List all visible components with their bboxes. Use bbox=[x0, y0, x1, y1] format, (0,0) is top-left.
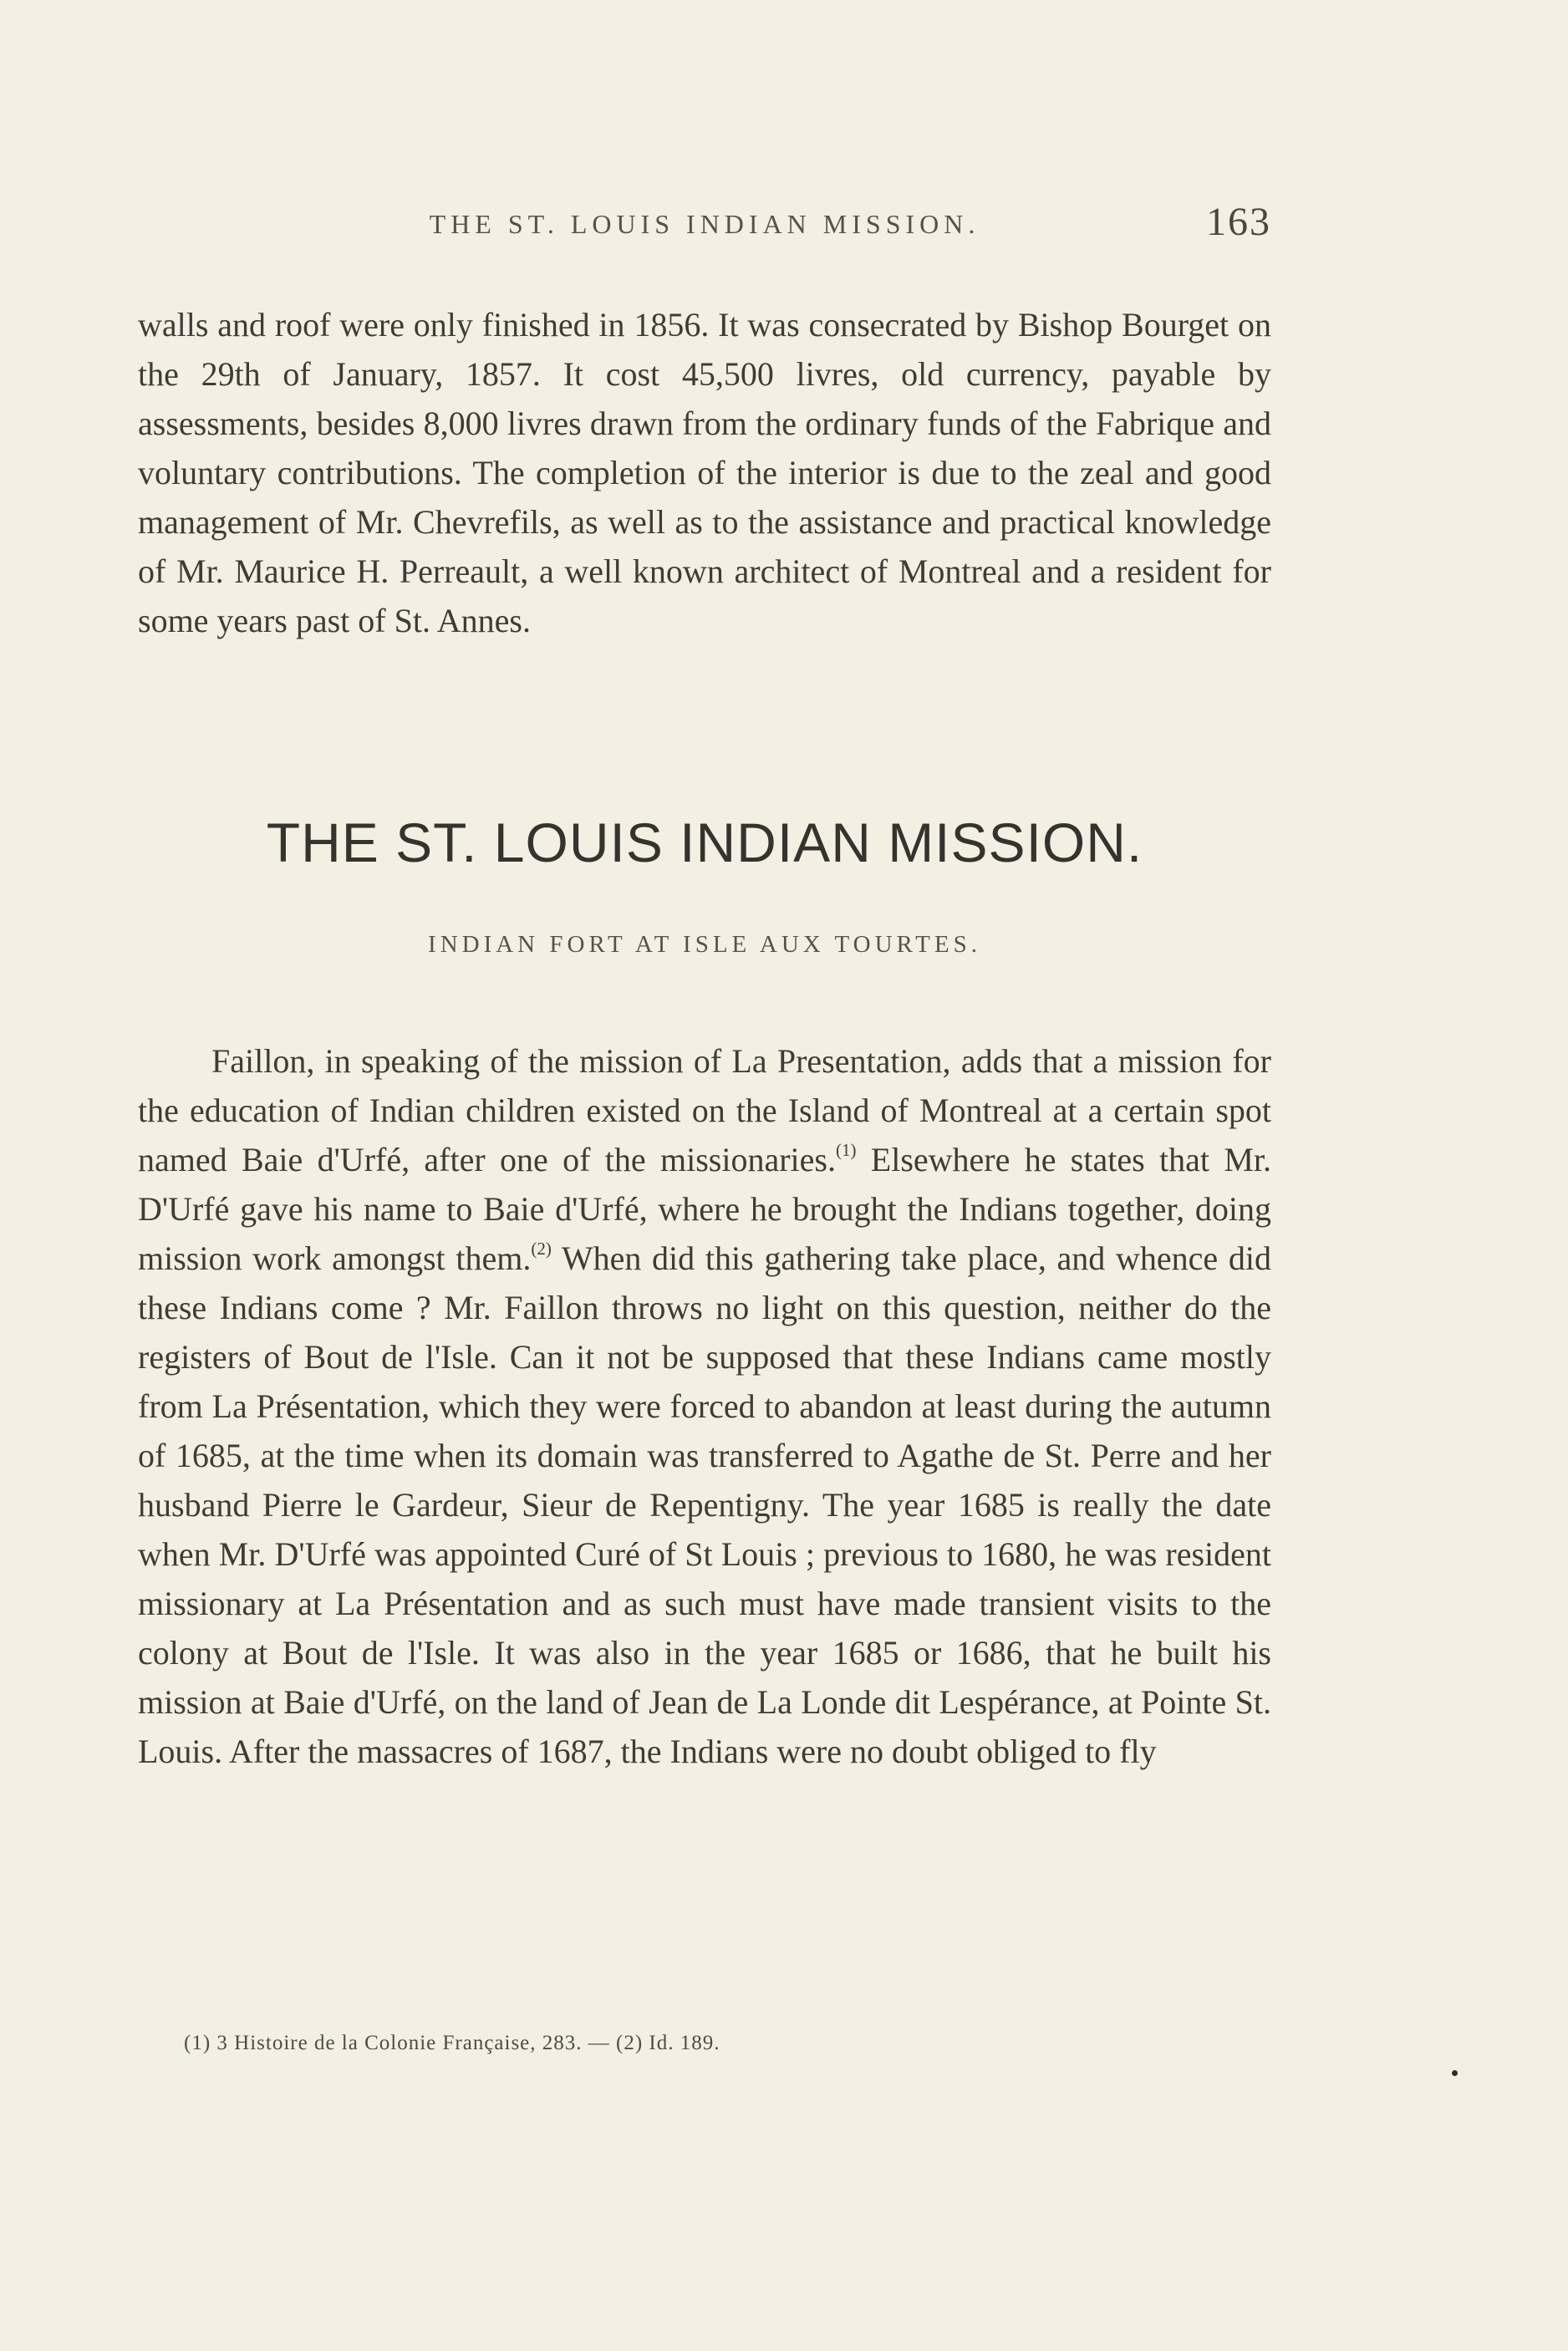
continued-paragraph: walls and roof were only finished in 1856. It was consecrated by Bishop Bourget on the 29th of January, 1857. It cost 45,500 livres, old currency, payable by assessments, besides 8,000 livres drawn from the ordinary funds of the Fabrique and voluntary contributions. The completion of the interior is due to the zeal and good management of Mr. Chevrefils, as well as to the assistance and practical knowledge of Mr. Maurice H. Perreault, a well known architect of Montreal and a resident for some years past of St. Annes. bbox=[138, 306, 1271, 639]
section-title: THE ST. LOUIS INDIAN MISSION. bbox=[266, 812, 1143, 873]
running-head bbox=[138, 197, 1271, 247]
page-number: 163 bbox=[1206, 200, 1271, 244]
footnotes: (1) 3 Histoire de la Colonie Française, 283. — (2) Id. 189. bbox=[184, 2032, 720, 2054]
ink-speck bbox=[1452, 2070, 1458, 2076]
main-paragraph bbox=[138, 1036, 1271, 1776]
paragraph-text-part-3: When did this gathering take place, and whence did these Indians come ? Mr. Faillon throws no light on this question, neither do the registers of Bout de l'Isle. Can it not be supposed that these Indians came mostly from La Présentation, which they were forced to abandon at least during the autumn of 1685, at the time when its domain was transferred to Agathe de St. Perre and her husband Pierre le Gardeur, Sieur de Repentigny. The year 1685 is really the date when Mr. D'Urfé was appointed Curé of St Louis ; previous to 1680, he was resident missionary at La Présentation and as such must have made transient visits to the colony at Bout de l'Isle. It was also in the year 1685 or 1686, that he built his mission at Baie d'Urfé, on the land of Jean de La Londe dit Lespérance, at Pointe St. Louis. After the massacres of 1687, the Indians were no doubt obliged to fly bbox=[138, 1239, 1271, 1770]
paragraph-text-part-2: Elsewhere he states that Mr. D'Urfé gave his name to Baie d'Urfé, where he brought the Indians together, doing mission work amongst them. bbox=[138, 1141, 1271, 1277]
footnote-reference-2: (2) bbox=[531, 1239, 552, 1259]
running-title: THE ST. LOUIS INDIAN MISSION. bbox=[429, 209, 980, 239]
footnote-reference-1: (1) bbox=[835, 1140, 857, 1160]
paragraph-text-part-1: Faillon, in speaking of the mission of La Presentation, adds that a mission for the education of Indian children existed on the Island of Montreal at a certain spot named Baie d'Urfé, after one of the missionaries. bbox=[138, 1042, 1271, 1178]
section-subtitle: INDIAN FORT AT ISLE AUX TOURTES. bbox=[428, 931, 981, 958]
